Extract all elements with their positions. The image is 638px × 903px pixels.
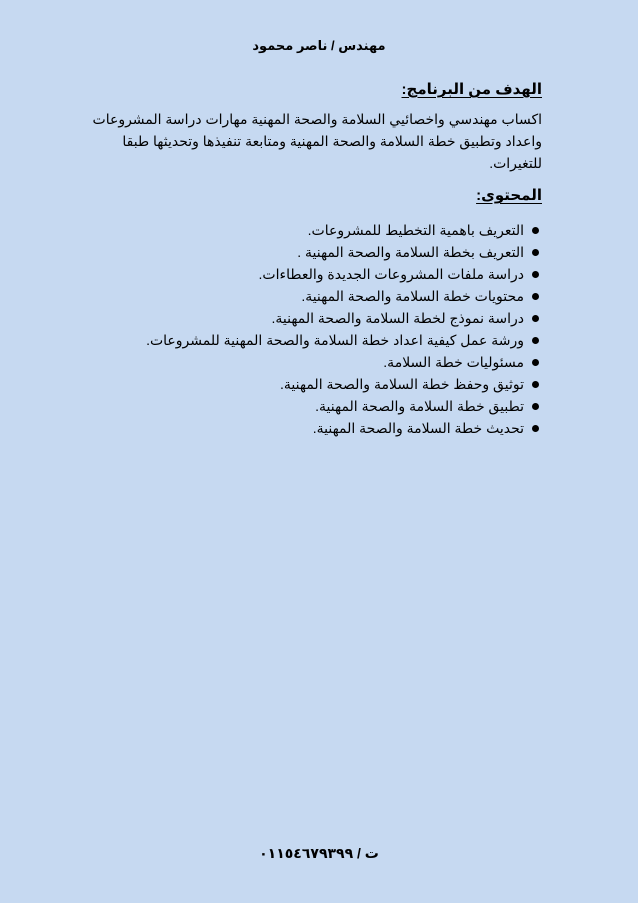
bullet-icon [532, 315, 539, 322]
list-item-text: محتويات خطة السلامة والصحة المهنية. [301, 287, 524, 304]
phone-number: ت / ٠١١٥٤٦٧٩٣٩٩ [259, 845, 379, 861]
bullet-icon [532, 337, 539, 344]
list-item-text: التعريف باهمية التخطيط للمشروعات. [307, 221, 524, 238]
objective-line: واعداد وتطبيق خطة السلامة والصحة المهنية ومتابعة تنفيذها وتحديثها طبقا [122, 133, 542, 149]
list-item [62, 351, 542, 373]
list-item-text: تطبيق خطة السلامة والصحة المهنية. [315, 397, 524, 414]
list-item [62, 373, 542, 395]
list-item [62, 395, 542, 417]
content-heading: المحتوى: [476, 187, 542, 204]
list-item [62, 241, 542, 263]
objective-line: للتغيرات. [489, 155, 542, 171]
bullet-icon [532, 425, 539, 432]
content-list [62, 219, 542, 439]
list-item [62, 263, 542, 285]
bullet-icon [532, 403, 539, 410]
list-item [62, 285, 542, 307]
list-item-text: دراسة ملفات المشروعات الجديدة والعطاءات. [258, 265, 524, 282]
list-item-text: تحديث خطة السلامة والصحة المهنية. [312, 419, 524, 436]
author-line: مهندس / ناصر محمود [252, 38, 386, 53]
bullet-icon [532, 227, 539, 234]
bullet-icon [532, 271, 539, 278]
list-item [62, 307, 542, 329]
objective-line: اكساب مهندسي واخصائيي السلامة والصحة المهنية مهارات دراسة المشروعات [92, 111, 542, 127]
objective-heading: الهدف من البرنامج: [401, 81, 542, 98]
list-item-text: مسئوليات خطة السلامة. [383, 353, 524, 370]
list-item [62, 219, 542, 241]
bullet-icon [532, 381, 539, 388]
list-item-text: توثيق وحفظ خطة السلامة والصحة المهنية. [280, 375, 524, 392]
list-item [62, 329, 542, 351]
bullet-icon [532, 359, 539, 366]
list-item [62, 417, 542, 439]
list-item-text: ورشة عمل كيفية اعداد خطة السلامة والصحة المهنية للمشروعات. [146, 331, 524, 348]
list-item-text: التعريف بخطة السلامة والصحة المهنية . [297, 243, 524, 260]
objective-paragraph [92, 108, 542, 174]
bullet-icon [532, 293, 539, 300]
bullet-icon [532, 249, 539, 256]
list-item-text: دراسة نموذج لخطة السلامة والصحة المهنية. [271, 309, 524, 326]
